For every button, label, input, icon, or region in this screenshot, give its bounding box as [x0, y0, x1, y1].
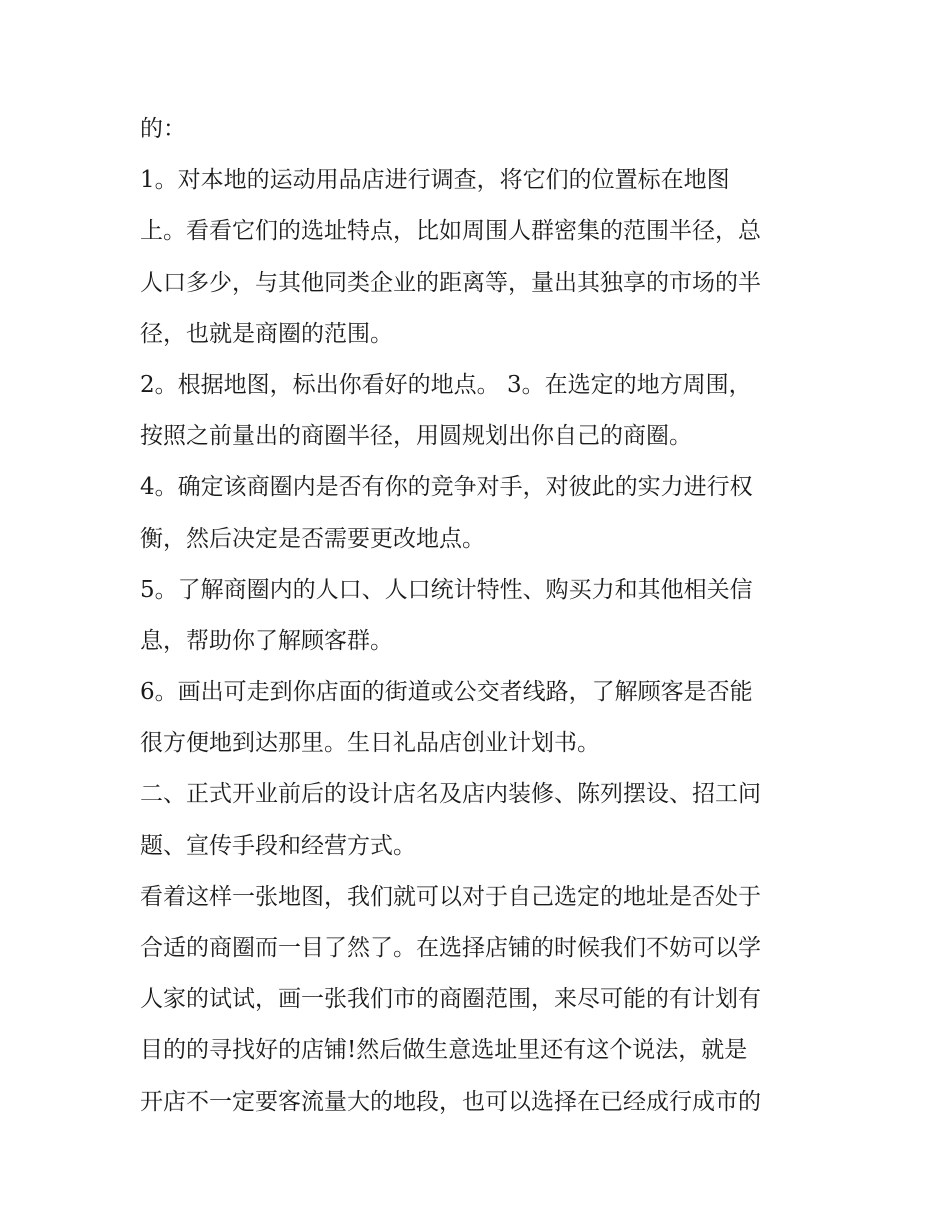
- text-line: 二、正式开业前后的设计店名及店内装修、陈列摆设、招工问: [140, 781, 761, 808]
- text-line: 很方便地到达那里。生日礼品店创业计划书。: [140, 730, 600, 757]
- text-line: 4。确定该商圈内是否有你的竞争对手，对彼此的实力进行权: [140, 474, 753, 501]
- text-line: 5。了解商圈内的人口、人口统计特性、购买力和其他相关信: [140, 576, 753, 603]
- text-line: 题、宣传手段和经营方式。: [140, 832, 416, 859]
- text-line: 开店不一定要客流量大的地段，也可以选择在已经成行成市的: [140, 1088, 761, 1115]
- text-line: 径，也就是商圈的范围。: [140, 320, 393, 347]
- text-line: 合适的商圈而一目了然了。在选择店铺的时候我们不妨可以学: [140, 935, 761, 961]
- text-line: 6。画出可走到你店面的街道或公交者线路，了解顾客是否能: [140, 679, 753, 706]
- text-line: 人家的试试，画一张我们市的商圈范围，来尽可能的有计划有: [140, 986, 761, 1013]
- text-line: 衡，然后决定是否需要更改地点。: [140, 525, 485, 552]
- text-line: 的：: [140, 116, 186, 142]
- text-line: 人口多少，与其他同类企业的距离等，量出其独享的市场的半: [140, 269, 761, 296]
- text-line: 1。对本地的运动用品店进行调查，将它们的位置标在地图: [140, 167, 730, 194]
- text-line: 看着这样一张地图，我们就可以对于自己选定的地址是否处于: [140, 883, 761, 910]
- text-line: 按照之前量出的商圈半径，用圆规划出你自己的商圈。: [140, 423, 692, 450]
- text-line: 息，帮助你了解顾客群。: [140, 627, 393, 654]
- text-line: 目的的寻找好的店铺!然后做生意选址里还有这个说法，就是: [140, 1037, 748, 1064]
- text-line: 上。看看它们的选址特点，比如周围人群密集的范围半径，总: [140, 218, 761, 245]
- document-body: [140, 104, 820, 1128]
- text-line: 2。根据地图，标出你看好的地点。 3。在选定的地方周围，: [140, 371, 752, 398]
